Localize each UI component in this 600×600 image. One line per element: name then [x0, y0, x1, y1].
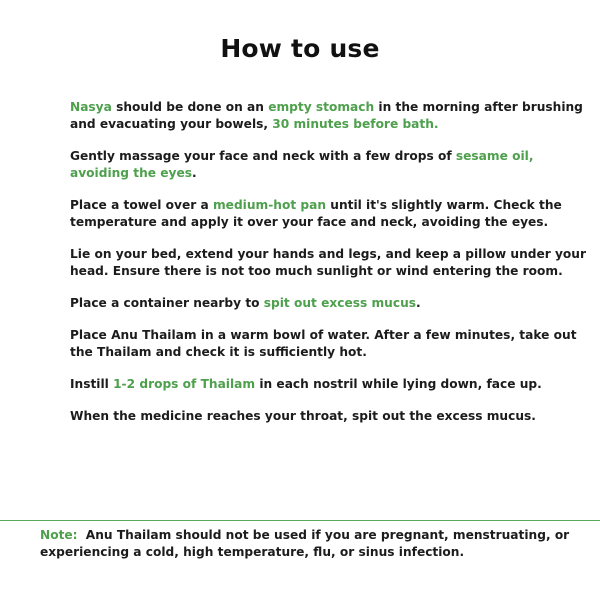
step-text: Instill	[70, 377, 114, 391]
highlighted-text: avoiding the eyes	[70, 166, 193, 180]
step-text: .	[192, 166, 197, 180]
page-title: How to use	[220, 34, 380, 63]
instruction-step	[70, 246, 590, 280]
highlighted-text: 1-2 drops of Thailam	[113, 377, 256, 391]
step-text: Place a container nearby to	[70, 296, 264, 310]
highlighted-text: 30 minutes before bath.	[272, 117, 439, 131]
step-text: in each nostril while lying down, face up.	[255, 377, 542, 391]
instruction-list	[70, 99, 590, 440]
note-box	[40, 527, 590, 561]
step-text: in the morning after brushing and evacuating your bowels,	[70, 100, 583, 131]
highlighted-text: spit out excess mucus	[263, 296, 417, 310]
step-text: Gently massage your face and neck with a few drops of	[70, 149, 456, 163]
instruction-step	[70, 408, 590, 425]
step-text: Place a towel over a	[70, 198, 213, 212]
step-text: .	[416, 296, 421, 310]
highlighted-text: Nasya	[70, 100, 112, 114]
highlighted-text: sesame oil,	[455, 149, 534, 163]
instruction-step	[70, 148, 590, 182]
step-text: When the medicine reaches your throat, spit out the excess mucus.	[70, 409, 536, 423]
highlighted-text: empty stomach	[268, 100, 375, 114]
instruction-step	[70, 197, 590, 231]
step-text: Place Anu Thailam in a warm bowl of water. After a few minutes, take out the Thailam and check it is sufficiently hot.	[70, 328, 577, 359]
instruction-step	[70, 376, 590, 393]
instruction-step	[70, 99, 590, 133]
instruction-step	[70, 295, 590, 312]
step-text: until it's slightly warm. Check the temperature and apply it over your face and neck, avoiding the eyes.	[70, 198, 562, 229]
step-text: Lie on your bed, extend your hands and legs, and keep a pillow under your head. Ensure there is not too much sunlight or wind entering the room.	[70, 247, 586, 278]
note-label: Note:	[40, 528, 78, 542]
divider	[0, 520, 600, 521]
instruction-step	[70, 327, 590, 361]
step-text: should be done on an	[111, 100, 269, 114]
note-text: Anu Thailam should not be used if you are pregnant, menstruating, or experiencing a cold, high temperature, flu, or sinus infection.	[40, 528, 570, 559]
highlighted-text: medium-hot pan	[212, 198, 327, 212]
